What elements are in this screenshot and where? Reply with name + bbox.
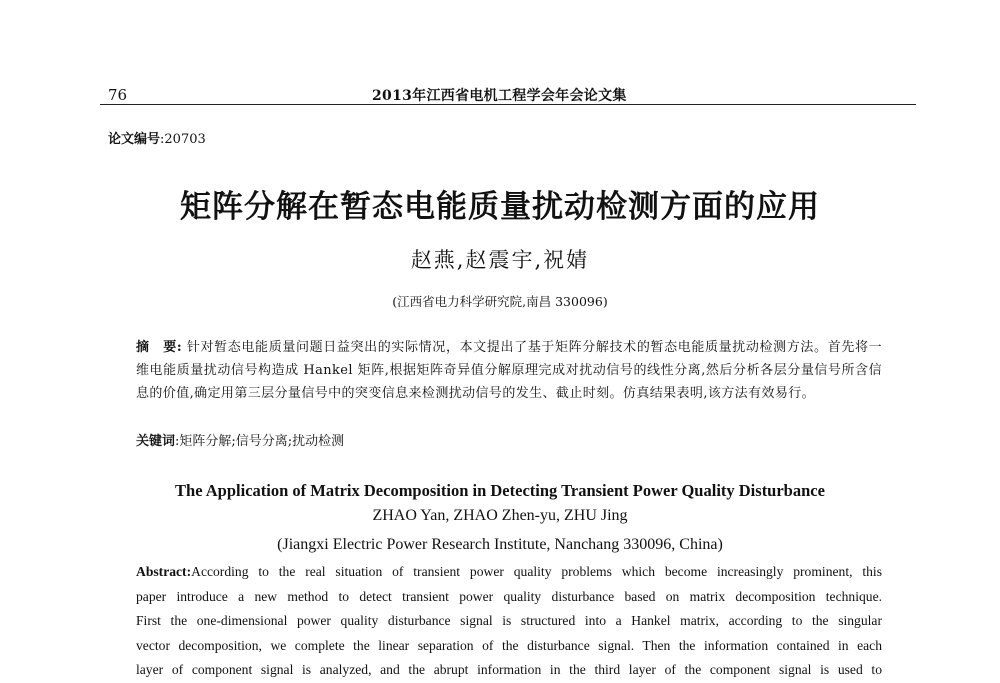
keywords-chinese-text: :矩阵分解;信号分离;扰动检测	[175, 434, 345, 449]
abstract-english-line	[136, 560, 882, 585]
abstract-english-line: First the one-dimensional power quality disturbance signal is structured into a Hankel matrix, according to the singular	[136, 613, 882, 628]
paper-number-value: :20703	[160, 132, 206, 147]
affiliation-chinese: (江西省电力科学研究院,南昌 330096)	[392, 294, 608, 309]
paper-number-label: 论文编号	[108, 132, 161, 147]
keywords-chinese-label: 关键词	[136, 434, 176, 449]
abstract-english-label: Abstract:	[136, 564, 192, 579]
page-number: 76	[108, 86, 128, 104]
abstract-english-line: vector decomposition, we complete the linear separation of the disturbance signal. Then the information contained in each	[136, 637, 882, 653]
abstract-chinese	[136, 336, 882, 406]
header-rule	[100, 104, 916, 105]
abstract-english-line-text: According to the real situation of transient power quality problems which become increasingly prominent, this	[191, 564, 882, 579]
abstract-chinese-label: 摘 要:	[136, 340, 183, 355]
abstract-english-line: layer of component signal is analyzed, and the abrupt information in the third layer of the component signal is used to	[136, 662, 882, 677]
title-chinese: 矩阵分解在暂态电能质量扰动检测方面的应用	[180, 189, 820, 225]
keywords-chinese	[136, 430, 344, 449]
abstract-english	[136, 560, 882, 683]
abstract-chinese-text: 针对暂态电能质量问题日益突出的实际情况，本文提出了基于矩阵分解技术的暂态电能质量扰动检测方法。首先将一维电能质量扰动信号构造成 Hankel 矩阵,根据矩阵奇异值分解原理完成对扰动信号的线性分离,然后分析各层分量信号所含信息的价值,确定用第三层分量信号中的突变信息来检测扰动信号的发生、截止时刻。仿真结果表明,该方法有效易行。	[136, 340, 882, 402]
authors-chinese: 赵燕,赵震宇,祝婧	[410, 248, 590, 272]
affiliation-english: (Jiangxi Electric Power Research Institute, Nanchang 330096, China)	[277, 536, 723, 553]
authors-english: ZHAO Yan, ZHAO Zhen-yu, ZHU Jing	[372, 507, 628, 524]
paper-number	[108, 128, 206, 147]
title-english: The Application of Matrix Decomposition in Detecting Transient Power Quality Disturbance	[175, 481, 825, 500]
running-title: 2013年江西省电机工程学会年会论文集	[372, 88, 627, 104]
abstract-english-line: paper introduce a new method to detect transient power quality disturbance based on matrix decomposition technique.	[136, 588, 882, 604]
